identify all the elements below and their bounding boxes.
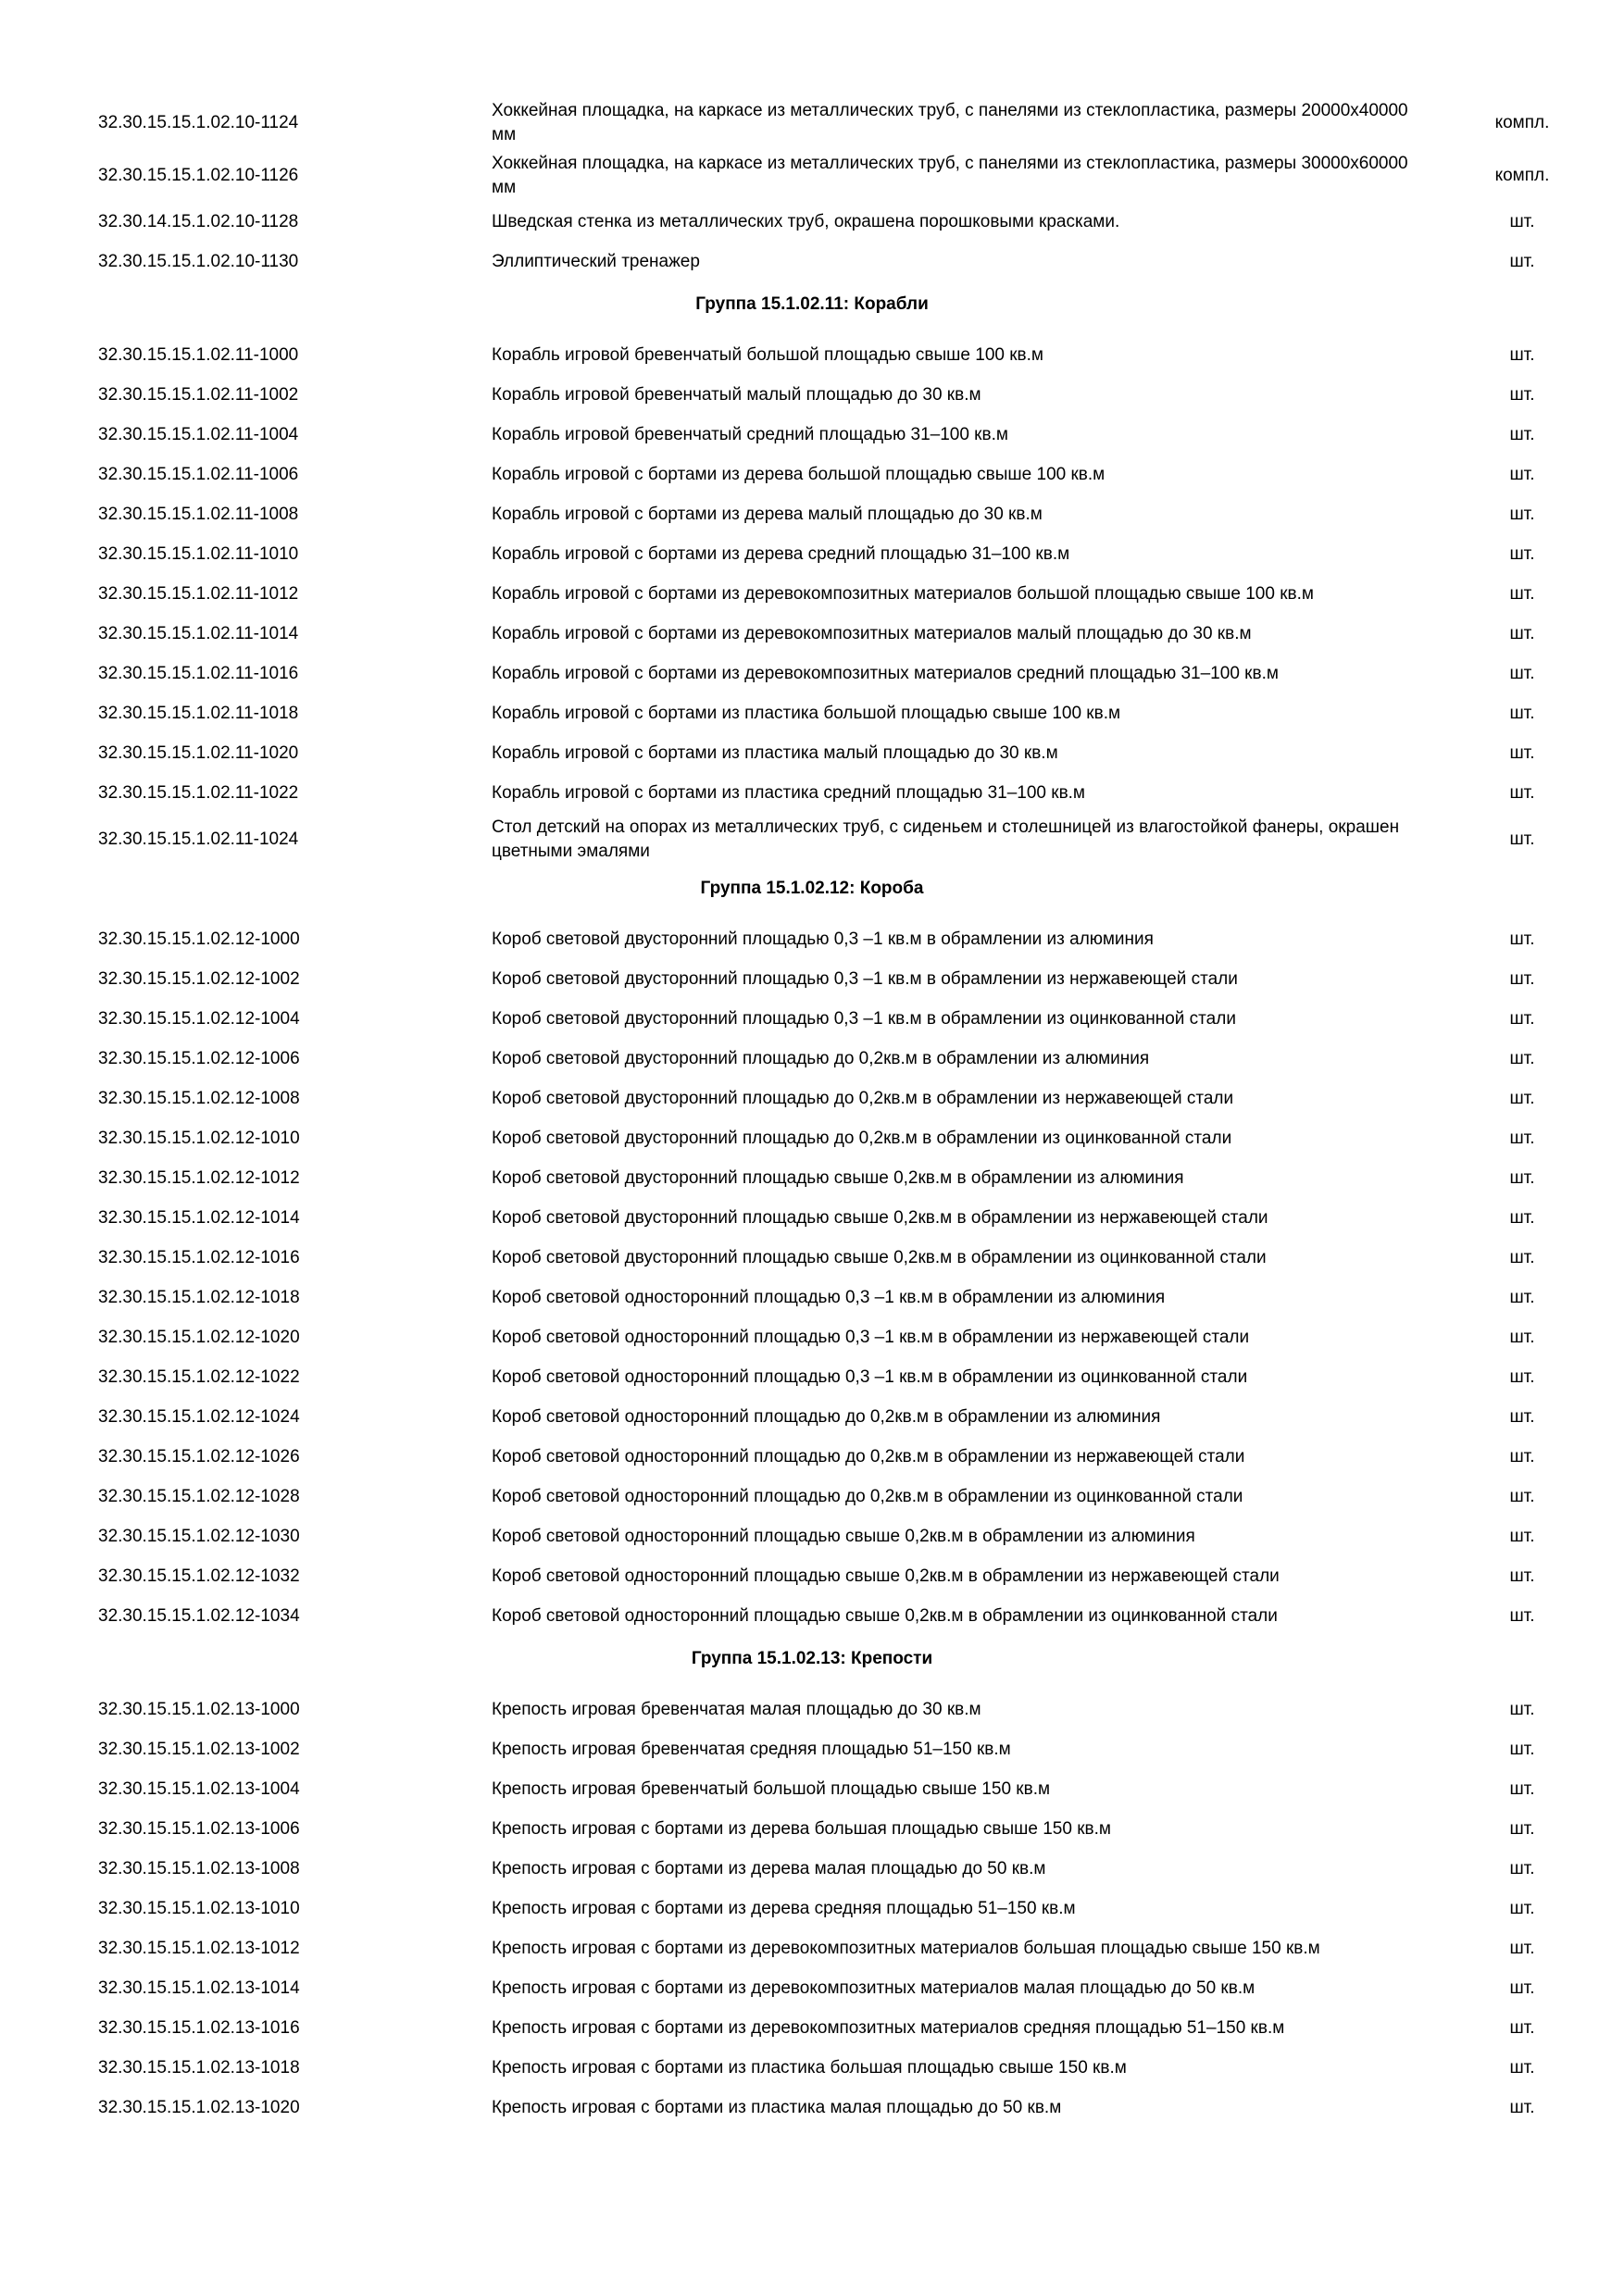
resource-code: 32.30.15.15.1.02.10-1124: [98, 112, 299, 132]
resource-code: 32.30.15.15.1.02.12-1004: [98, 1008, 300, 1029]
table-row: [0, 1596, 1624, 1636]
table-row: [0, 202, 1624, 242]
resource-code: 32.30.15.15.1.02.13-1014: [98, 1978, 300, 1998]
table-row: [0, 1317, 1624, 1357]
resource-description: Короб световой односторонний площадью 0,3 –1 кв.м в обрамлении из нержавеющей стали: [492, 1327, 1250, 1347]
resource-description: Короб световой односторонний площадью 0,3 –1 кв.м в обрамлении из оцинкованной стали: [492, 1366, 1248, 1387]
unit-of-measure: шт.: [1509, 1739, 1535, 1759]
resource-code: 32.30.15.15.1.02.12-1034: [98, 1605, 300, 1626]
unit-of-measure: шт.: [1509, 1366, 1535, 1387]
resource-description: Корабль игровой с бортами из деревокомпозитных материалов большой площадью свыше 100 кв.м: [492, 583, 1314, 604]
resource-description: Хоккейная площадка, на каркасе из металлических труб, с панелями из стеклопластика, размеры 20000х40000 мм: [492, 100, 1408, 144]
resource-code: 32.30.15.15.1.02.11-1008: [98, 504, 299, 524]
resource-description: Короб световой двусторонний площадью свыше 0,2кв.м в обрамлении из алюминия: [492, 1167, 1184, 1188]
unit-of-measure: шт.: [1509, 829, 1535, 849]
unit-of-measure: шт.: [1509, 1128, 1535, 1148]
table-row: [0, 1118, 1624, 1158]
resource-description: Хоккейная площадка, на каркасе из металлических труб, с панелями из стеклопластика, размеры 30000х60000 мм: [492, 153, 1408, 197]
unit-of-measure: шт.: [1509, 424, 1535, 444]
resource-code: 32.30.15.15.1.02.12-1028: [98, 1486, 300, 1506]
unit-of-measure: шт.: [1509, 1605, 1535, 1626]
unit-of-measure: шт.: [1509, 1446, 1535, 1466]
table-row: [0, 1477, 1624, 1516]
table-row: [0, 2008, 1624, 2048]
table-row: [0, 693, 1624, 733]
resource-description: Короб световой двусторонний площадью 0,3 –1 кв.м в обрамлении из оцинкованной стали: [492, 1008, 1236, 1029]
resource-code: 32.30.15.15.1.02.13-1012: [98, 1938, 300, 1958]
resource-description: Короб световой односторонний площадью до 0,2кв.м в обрамлении из оцинкованной стали: [492, 1486, 1243, 1506]
unit-of-measure: шт.: [1509, 504, 1535, 524]
resource-code: 32.30.15.15.1.02.12-1010: [98, 1128, 300, 1148]
table-row: [0, 2088, 1624, 2128]
resource-code: 32.30.15.15.1.02.11-1006: [98, 464, 299, 484]
resource-code: 32.30.15.15.1.02.13-1020: [98, 2097, 300, 2117]
group-heading: Группа 15.1.02.11: Корабли: [695, 294, 929, 314]
unit-of-measure: шт.: [1509, 1526, 1535, 1546]
resource-code: 32.30.15.15.1.02.11-1012: [98, 583, 299, 604]
resource-description: Короб световой двусторонний площадью до 0,2кв.м в обрамлении из нержавеющей стали: [492, 1088, 1234, 1108]
resource-description: Крепость игровая с бортами из деревокомпозитных материалов большая площадью свыше 150 кв.м: [492, 1938, 1320, 1958]
resource-description: Стол детский на опорах из металлических труб, с сиденьем и столешницей из влагостойкой фанеры, окрашен цветными эмалями: [492, 817, 1400, 861]
unit-of-measure: шт.: [1509, 1207, 1535, 1228]
table-row: [0, 1238, 1624, 1278]
unit-of-measure: шт.: [1509, 1008, 1535, 1029]
resource-description: Крепость игровая бревенчатая средняя площадью 51–150 кв.м: [492, 1739, 1011, 1759]
resource-description: Корабль игровой с бортами из деревокомпозитных материалов средний площадью 31–100 кв.м: [492, 663, 1279, 683]
group-heading: Группа 15.1.02.13: Крепости: [691, 1649, 933, 1668]
resource-code: 32.30.15.15.1.02.11-1004: [98, 424, 299, 444]
resource-code: 32.30.15.15.1.02.11-1002: [98, 384, 299, 405]
resource-description: Корабль игровой с бортами из деревокомпозитных материалов малый площадью до 30 кв.м: [492, 623, 1252, 643]
unit-of-measure: шт.: [1509, 968, 1535, 989]
resource-description: Корабль игровой бревенчатый малый площадью до 30 кв.м: [492, 384, 981, 405]
resource-description: Корабль игровой с бортами из дерева малый площадью до 30 кв.м: [492, 504, 1043, 524]
resource-code: 32.30.15.15.1.02.13-1018: [98, 2057, 300, 2078]
table-row: [0, 534, 1624, 574]
resource-code: 32.30.15.15.1.02.11-1024: [98, 829, 299, 849]
resource-description: Крепость игровая бревенчатый большой площадью свыше 150 кв.м: [492, 1778, 1051, 1799]
resource-description: Корабль игровой бревенчатый большой площадью свыше 100 кв.м: [492, 344, 1043, 365]
unit-of-measure: шт.: [1509, 543, 1535, 564]
resource-description: Крепость игровая с бортами из деревокомпозитных материалов малая площадью до 50 кв.м: [492, 1978, 1255, 1998]
table-row: [0, 614, 1624, 654]
group-heading: Группа 15.1.02.12: Короба: [700, 879, 924, 898]
unit-of-measure: шт.: [1509, 929, 1535, 949]
table-row: [0, 96, 1624, 149]
unit-of-measure: шт.: [1509, 703, 1535, 723]
unit-of-measure: шт.: [1509, 1898, 1535, 1918]
unit-of-measure: шт.: [1509, 1486, 1535, 1506]
resource-code: 32.30.15.15.1.02.13-1006: [98, 1818, 300, 1839]
resource-description: Крепость игровая с бортами из дерева средняя площадью 51–150 кв.м: [492, 1898, 1076, 1918]
unit-of-measure: шт.: [1509, 1699, 1535, 1719]
resource-code: 32.30.15.15.1.02.12-1000: [98, 929, 300, 949]
table-row: [0, 1690, 1624, 1729]
table-row: [0, 2048, 1624, 2088]
price-catalog: [0, 96, 1624, 2128]
resource-description: Короб световой односторонний площадью до 0,2кв.м в обрамлении из алюминия: [492, 1406, 1161, 1427]
table-row: [0, 919, 1624, 959]
resource-description: Короб световой односторонний площадью 0,3 –1 кв.м в обрамлении из алюминия: [492, 1287, 1166, 1307]
resource-code: 32.30.15.15.1.02.12-1006: [98, 1048, 300, 1068]
unit-of-measure: шт.: [1509, 623, 1535, 643]
unit-of-measure: шт.: [1509, 1978, 1535, 1998]
resource-code: 32.30.15.15.1.02.12-1020: [98, 1327, 300, 1347]
unit-of-measure: шт.: [1509, 1048, 1535, 1068]
resource-description: Короб световой односторонний площадью свыше 0,2кв.м в обрамлении из оцинкованной стали: [492, 1605, 1278, 1626]
resource-code: 32.30.15.15.1.02.13-1010: [98, 1898, 300, 1918]
unit-of-measure: шт.: [1509, 1327, 1535, 1347]
resource-code: 32.30.15.15.1.02.12-1002: [98, 968, 300, 989]
resource-code: 32.30.15.15.1.02.12-1030: [98, 1526, 300, 1546]
resource-code: 32.30.15.15.1.02.13-1008: [98, 1858, 300, 1878]
unit-of-measure: шт.: [1509, 2097, 1535, 2117]
resource-code: 32.30.15.15.1.02.11-1020: [98, 742, 299, 763]
resource-description: Короб световой односторонний площадью до 0,2кв.м в обрамлении из нержавеющей стали: [492, 1446, 1245, 1466]
resource-code: 32.30.14.15.1.02.10-1128: [98, 211, 299, 231]
resource-description: Короб световой двусторонний площадью свыше 0,2кв.м в обрамлении из нержавеющей стали: [492, 1207, 1268, 1228]
table-row: [0, 1198, 1624, 1238]
table-row: [0, 1079, 1624, 1118]
resource-code: 32.30.15.15.1.02.11-1014: [98, 623, 299, 643]
unit-of-measure: шт.: [1509, 583, 1535, 604]
table-row: [0, 1729, 1624, 1769]
resource-code: 32.30.15.15.1.02.12-1024: [98, 1406, 300, 1427]
resource-code: 32.30.15.15.1.02.12-1018: [98, 1287, 300, 1307]
resource-code: 32.30.15.15.1.02.12-1014: [98, 1207, 300, 1228]
resource-description: Эллиптический тренажер: [492, 251, 700, 271]
resource-description: Корабль игровой бревенчатый средний площадью 31–100 кв.м: [492, 424, 1008, 444]
resource-code: 32.30.15.15.1.02.10-1130: [98, 251, 299, 271]
table-row: [0, 375, 1624, 415]
table-row: [0, 1849, 1624, 1889]
table-row: [0, 335, 1624, 375]
table-row: [0, 1889, 1624, 1928]
resource-description: Корабль игровой с бортами из дерева средний площадью 31–100 кв.м: [492, 543, 1070, 564]
unit-of-measure: шт.: [1509, 344, 1535, 365]
unit-of-measure: шт.: [1509, 1938, 1535, 1958]
table-row: [0, 813, 1624, 866]
resource-description: Крепость игровая с бортами из пластика большая площадью свыше 150 кв.м: [492, 2057, 1127, 2078]
resource-description: Короб световой односторонний площадью свыше 0,2кв.м в обрамлении из нержавеющей стали: [492, 1566, 1280, 1586]
unit-of-measure: шт.: [1509, 1406, 1535, 1427]
table-row: [0, 1516, 1624, 1556]
resource-code: 32.30.15.15.1.02.13-1004: [98, 1778, 300, 1799]
resource-code: 32.30.15.15.1.02.11-1010: [98, 543, 299, 564]
resource-description: Короб световой двусторонний площадью 0,3 –1 кв.м в обрамлении из нержавеющей стали: [492, 968, 1238, 989]
unit-of-measure: шт.: [1509, 384, 1535, 405]
resource-code: 32.30.15.15.1.02.11-1000: [98, 344, 299, 365]
resource-code: 32.30.15.15.1.02.11-1016: [98, 663, 299, 683]
resource-description: Корабль игровой с бортами из пластика малый площадью до 30 кв.м: [492, 742, 1058, 763]
table-row: [0, 959, 1624, 999]
unit-of-measure: шт.: [1509, 663, 1535, 683]
table-row: [0, 494, 1624, 534]
resource-description: Короб световой односторонний площадью свыше 0,2кв.м в обрамлении из алюминия: [492, 1526, 1195, 1546]
table-row: [0, 1968, 1624, 2008]
resource-description: Короб световой двусторонний площадью свыше 0,2кв.м в обрамлении из оцинкованной стали: [492, 1247, 1267, 1267]
table-row: [0, 999, 1624, 1039]
resource-code: 32.30.15.15.1.02.11-1022: [98, 782, 299, 803]
table-row: [0, 1437, 1624, 1477]
resource-code: 32.30.15.15.1.02.12-1022: [98, 1366, 300, 1387]
resource-description: Крепость игровая с бортами из деревокомпозитных материалов средняя площадью 51–150 кв.м: [492, 2017, 1285, 2038]
resource-description: Корабль игровой с бортами из пластика большой площадью свыше 100 кв.м: [492, 703, 1121, 723]
resource-description: Корабль игровой с бортами из дерева большой площадью свыше 100 кв.м: [492, 464, 1106, 484]
table-row: [0, 149, 1624, 202]
table-row: [0, 455, 1624, 494]
table-row: [0, 242, 1624, 281]
unit-of-measure: шт.: [1509, 1167, 1535, 1188]
unit-of-measure: шт.: [1509, 251, 1535, 271]
resource-description: Крепость игровая с бортами из пластика малая площадью до 50 кв.м: [492, 2097, 1062, 2117]
resource-description: Короб световой двусторонний площадью 0,3 –1 кв.м в обрамлении из алюминия: [492, 929, 1154, 949]
unit-of-measure: компл.: [1494, 112, 1550, 132]
table-row: [0, 1809, 1624, 1849]
resource-description: Крепость игровая с бортами из дерева малая площадью до 50 кв.м: [492, 1858, 1046, 1878]
table-row: [0, 1397, 1624, 1437]
table-row: [0, 1158, 1624, 1198]
unit-of-measure: шт.: [1509, 742, 1535, 763]
unit-of-measure: шт.: [1509, 2017, 1535, 2038]
resource-code: 32.30.15.15.1.02.12-1016: [98, 1247, 300, 1267]
unit-of-measure: шт.: [1509, 464, 1535, 484]
table-row: [0, 1357, 1624, 1397]
resource-code: 32.30.15.15.1.02.11-1018: [98, 703, 299, 723]
table-row: [0, 1278, 1624, 1317]
table-row: [0, 1769, 1624, 1809]
unit-of-measure: шт.: [1509, 2057, 1535, 2078]
resource-code: 32.30.15.15.1.02.13-1016: [98, 2017, 300, 2038]
unit-of-measure: шт.: [1509, 1566, 1535, 1586]
resource-code: 32.30.15.15.1.02.12-1032: [98, 1566, 300, 1586]
resource-code: 32.30.15.15.1.02.13-1000: [98, 1699, 300, 1719]
resource-description: Короб световой двусторонний площадью до 0,2кв.м в обрамлении из оцинкованной стали: [492, 1128, 1232, 1148]
resource-code: 32.30.15.15.1.02.12-1026: [98, 1446, 300, 1466]
resource-code: 32.30.15.15.1.02.10-1126: [98, 165, 299, 185]
unit-of-measure: шт.: [1509, 1247, 1535, 1267]
table-row: [0, 1928, 1624, 1968]
resource-description: Короб световой двусторонний площадью до 0,2кв.м в обрамлении из алюминия: [492, 1048, 1150, 1068]
resource-description: Крепость игровая бревенчатая малая площадью до 30 кв.м: [492, 1699, 981, 1719]
unit-of-measure: шт.: [1509, 1088, 1535, 1108]
table-row: [0, 654, 1624, 693]
resource-description: Шведская стенка из металлических труб, окрашена порошковыми красками.: [492, 211, 1120, 231]
resource-description: Крепость игровая с бортами из дерева большая площадью свыше 150 кв.м: [492, 1818, 1111, 1839]
unit-of-measure: шт.: [1509, 1818, 1535, 1839]
table-row: [0, 773, 1624, 813]
unit-of-measure: шт.: [1509, 1778, 1535, 1799]
unit-of-measure: шт.: [1509, 1858, 1535, 1878]
unit-of-measure: шт.: [1509, 782, 1535, 803]
unit-of-measure: шт.: [1509, 211, 1535, 231]
resource-code: 32.30.15.15.1.02.12-1008: [98, 1088, 300, 1108]
table-row: [0, 415, 1624, 455]
resource-code: 32.30.15.15.1.02.12-1012: [98, 1167, 300, 1188]
table-row: [0, 733, 1624, 773]
table-row: [0, 1039, 1624, 1079]
resource-code: 32.30.15.15.1.02.13-1002: [98, 1739, 300, 1759]
table-row: [0, 1556, 1624, 1596]
resource-description: Корабль игровой с бортами из пластика средний площадью 31–100 кв.м: [492, 782, 1085, 803]
table-row: [0, 574, 1624, 614]
unit-of-measure: компл.: [1494, 165, 1550, 185]
unit-of-measure: шт.: [1509, 1287, 1535, 1307]
